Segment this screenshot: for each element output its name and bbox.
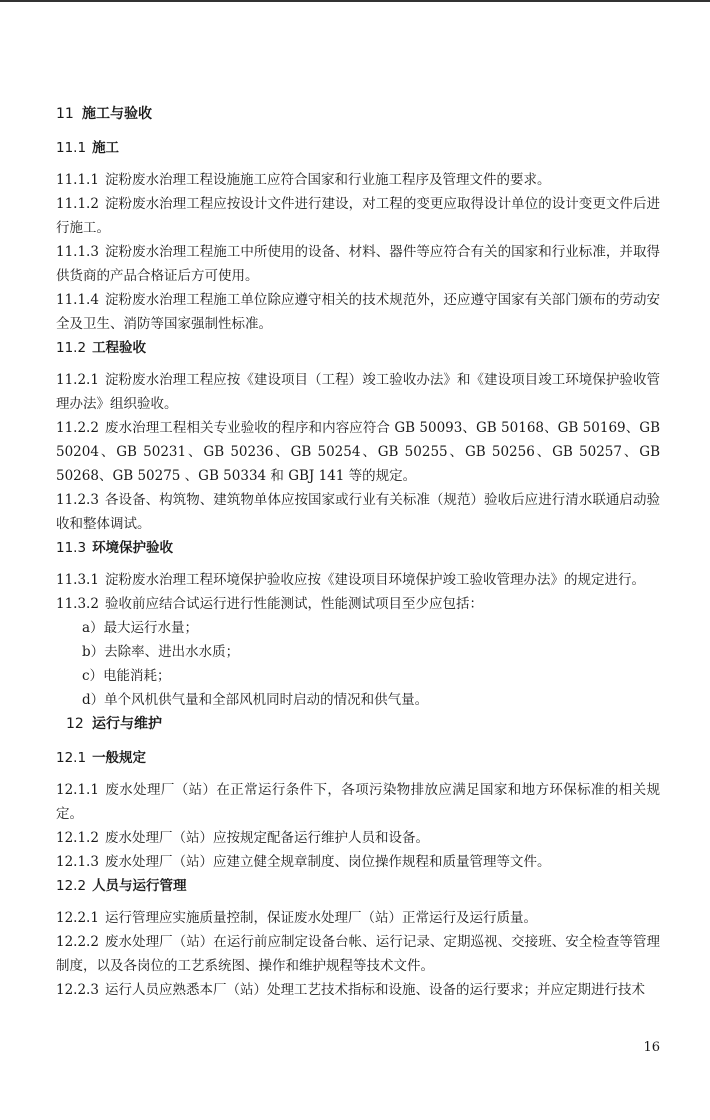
clause-paragraph-number: 12.1.3 xyxy=(56,854,99,870)
section-heading-number: 12.1 xyxy=(56,750,87,766)
clause-paragraph-number: 12.2.2 xyxy=(56,934,99,950)
clause-paragraph-number: 11.2.1 xyxy=(56,372,99,388)
list-item-number: a） xyxy=(82,620,104,636)
list-item-number: c） xyxy=(82,668,104,684)
section-heading-text: 环境保护验收 xyxy=(92,540,174,556)
section-heading-text: 一般规定 xyxy=(92,750,147,766)
clause-paragraph xyxy=(56,850,660,874)
clause-paragraph xyxy=(56,240,660,288)
list-item-number: b） xyxy=(82,644,105,660)
clause-paragraph-number: 11.2.3 xyxy=(56,492,99,508)
clause-paragraph xyxy=(56,592,660,616)
clause-paragraph xyxy=(56,826,660,850)
section-heading-text: 施工 xyxy=(92,140,120,156)
chapter-heading xyxy=(56,102,660,126)
clause-paragraph-text: 淀粉废水治理工程设施施工应符合国家和行业施工程序及管理文件的要求。 xyxy=(104,172,551,188)
list-item xyxy=(56,688,660,712)
clause-paragraph-text: 运行人员应熟悉本厂（站）处理工艺技术指标和设施、设备的运行要求；并应定期进行技术 xyxy=(104,982,645,998)
list-item-number: d） xyxy=(82,692,105,708)
clause-paragraph-number: 11.1.3 xyxy=(56,244,99,260)
chapter-heading-number: 12 xyxy=(66,716,84,732)
clause-paragraph-number: 11.3.1 xyxy=(56,572,99,588)
clause-paragraph-number: 12.1.1 xyxy=(56,782,99,798)
section-heading xyxy=(56,536,660,560)
clause-paragraph xyxy=(56,906,660,930)
clause-paragraph-number: 11.3.2 xyxy=(56,596,99,612)
clause-paragraph-text: 废水处理厂（站）应建立健全规章制度、岗位操作规程和质量管理等文件。 xyxy=(104,854,551,870)
clause-paragraph xyxy=(56,488,660,536)
clause-paragraph-text: 废水处理厂（站）在运行前应制定设备台帐、运行记录、定期巡视、交接班、安全检查等管理制度，以及各岗位的工艺系统图、操作和维护规程等技术文件。 xyxy=(56,934,660,974)
clause-paragraph xyxy=(56,192,660,240)
section-heading xyxy=(56,136,660,160)
clause-paragraph-text: 淀粉废水治理工程应按《建设项目（工程）竣工验收办法》和《建设项目竣工环境保护验收管理办法》组织验收。 xyxy=(56,372,660,412)
clause-paragraph-text: 淀粉废水治理工程应按设计文件进行建设，对工程的变更应取得设计单位的设计变更文件后进行施工。 xyxy=(56,196,660,236)
section-heading xyxy=(56,746,660,770)
clause-paragraph-number: 11.2.2 xyxy=(56,420,99,436)
clause-paragraph xyxy=(56,288,660,336)
clause-paragraph xyxy=(56,930,660,978)
chapter-heading-text: 施工与验收 xyxy=(82,106,152,122)
clause-paragraph xyxy=(56,368,660,416)
clause-paragraph-text: 淀粉废水治理工程环境保护验收应按《建设项目环境保护竣工验收管理办法》的规定进行。 xyxy=(104,572,645,588)
chapter-heading-text: 运行与维护 xyxy=(92,716,162,732)
list-item xyxy=(56,616,660,640)
clause-paragraph xyxy=(56,568,660,592)
clause-paragraph-text: 废水处理厂（站）在正常运行条件下，各项污染物排放应满足国家和地方环保标准的相关规定。 xyxy=(56,782,660,822)
page-number: 16 xyxy=(643,1040,660,1055)
clause-paragraph-text: 废水处理厂（站）应按规定配备运行维护人员和设备。 xyxy=(104,830,429,846)
section-heading-number: 11.3 xyxy=(56,540,87,556)
clause-paragraph-number: 12.2.1 xyxy=(56,910,99,926)
clause-paragraph-text: 废水治理工程相关专业验收的程序和内容应符合 GB 50093、GB 50168、GB 50169、GB 50204、GB 50231、GB 50236、GB 50254、GB 50255、GB 50256、GB 50257、GB 50268、GB 50275 、GB 50334 和 GBJ 141 等的规定。 xyxy=(56,420,660,484)
list-item-text: 单个风机供气量和全部风机同时启动的情况和供气量。 xyxy=(104,692,429,708)
section-heading-text: 人员与运行管理 xyxy=(92,878,187,894)
clause-paragraph xyxy=(56,978,660,1002)
clause-paragraph xyxy=(56,168,660,192)
section-heading xyxy=(56,336,660,360)
clause-paragraph-number: 11.1.2 xyxy=(56,196,99,212)
clause-paragraph-number: 12.1.2 xyxy=(56,830,99,846)
clause-paragraph-number: 11.1.4 xyxy=(56,292,99,308)
clause-paragraph-text: 淀粉废水治理工程施工单位除应遵守相关的技术规范外，还应遵守国家有关部门颁布的劳动安全及卫生、消防等国家强制性标准。 xyxy=(56,292,660,332)
top-border-line xyxy=(0,0,710,2)
clause-paragraph-text: 淀粉废水治理工程施工中所使用的设备、材料、器件等应符合有关的国家和行业标准，并取得供货商的产品合格证后方可使用。 xyxy=(56,244,660,284)
clause-paragraph-text: 运行管理应实施质量控制，保证废水处理厂（站）正常运行及运行质量。 xyxy=(104,910,537,926)
list-item-text: 去除率、进出水水质； xyxy=(104,644,240,660)
list-item xyxy=(56,664,660,688)
chapter-heading-number: 11 xyxy=(56,106,74,122)
clause-paragraph-number: 12.2.3 xyxy=(56,982,99,998)
section-heading xyxy=(56,874,660,898)
clause-paragraph-number: 11.1.1 xyxy=(56,172,99,188)
document-body xyxy=(56,102,660,1002)
list-item-text: 电能消耗； xyxy=(103,668,171,684)
section-heading-text: 工程验收 xyxy=(92,340,147,356)
clause-paragraph-text: 验收前应结合试运行进行性能测试，性能测试项目至少应包括： xyxy=(104,596,483,612)
clause-paragraph xyxy=(56,416,660,488)
clause-paragraph-text: 各设备、构筑物、建筑物单体应按国家或行业有关标准（规范）验收后应进行清水联通启动验收和整体调试。 xyxy=(56,492,660,532)
chapter-heading xyxy=(56,712,660,736)
list-item-text: 最大运行水量； xyxy=(103,620,199,636)
section-heading-number: 12.2 xyxy=(56,878,87,894)
section-heading-number: 11.2 xyxy=(56,340,87,356)
clause-paragraph xyxy=(56,778,660,826)
section-heading-number: 11.1 xyxy=(56,140,87,156)
list-item xyxy=(56,640,660,664)
